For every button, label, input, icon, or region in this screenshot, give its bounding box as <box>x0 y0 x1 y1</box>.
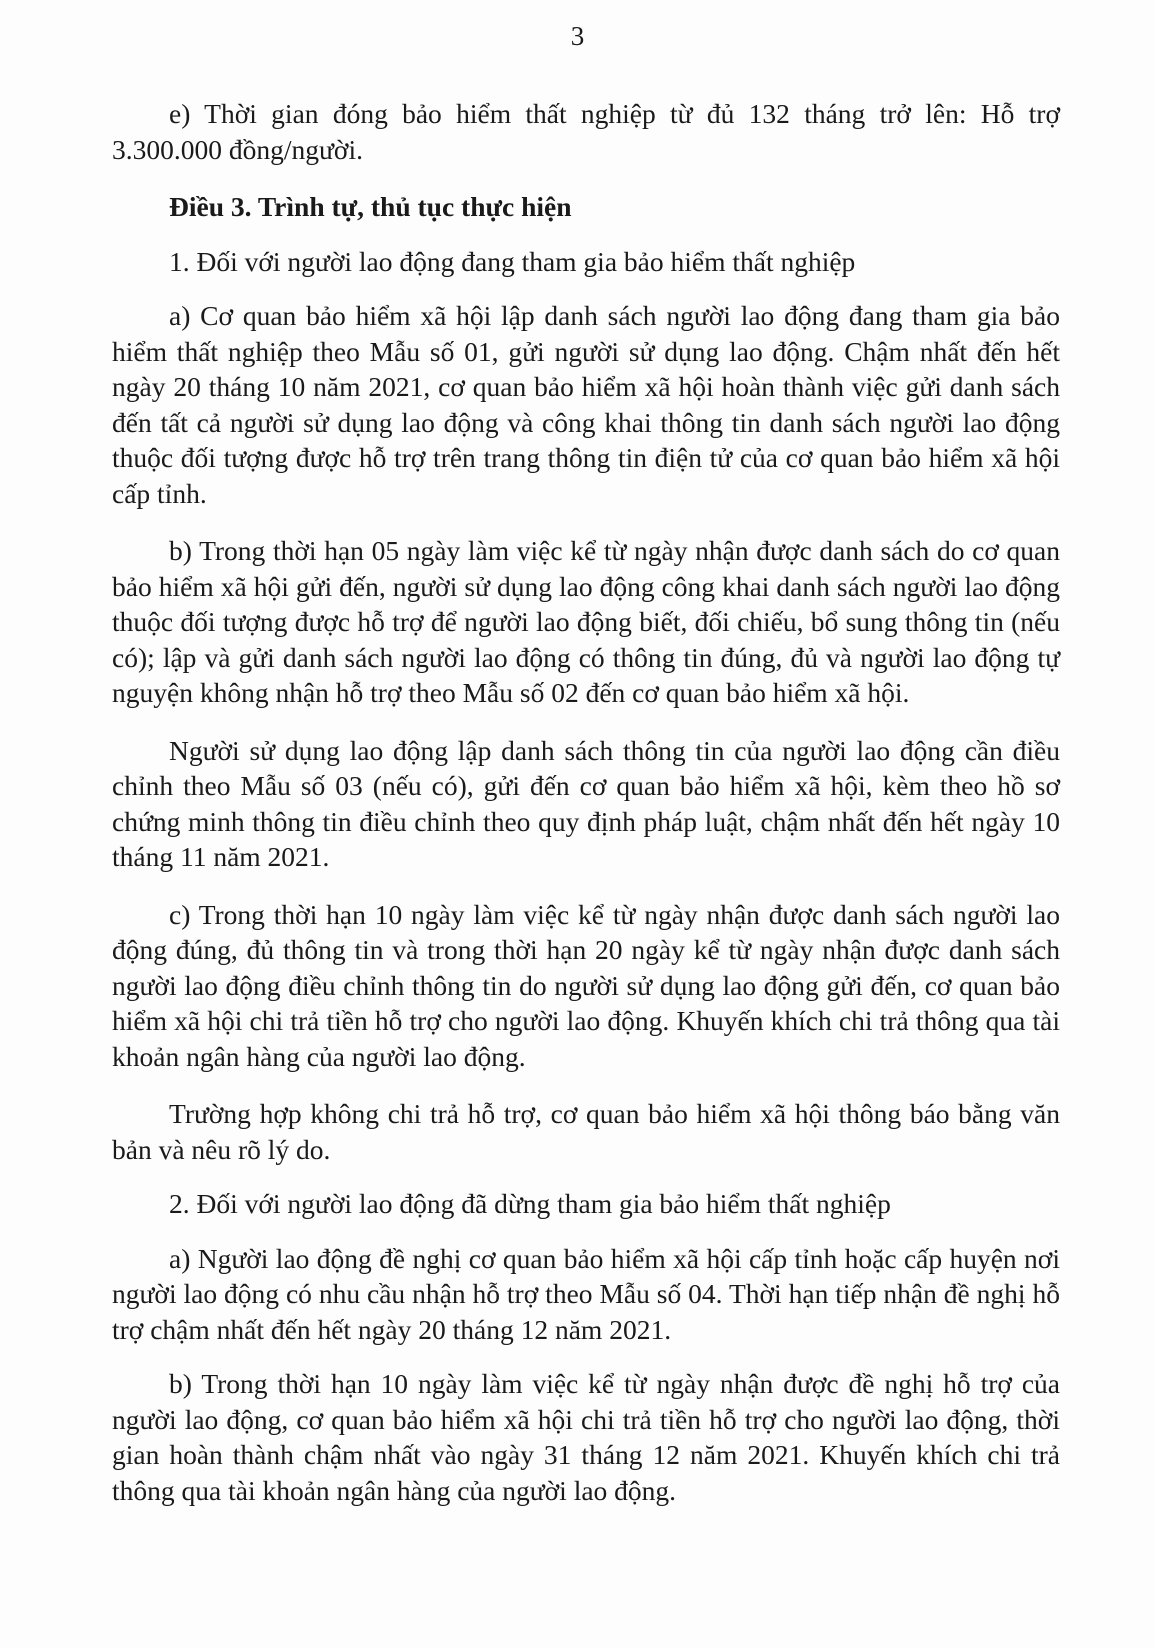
paragraph-1b-adjustment: Người sử dụng lao động lập danh sách thông tin của người lao động cần điều chỉnh theo Mẫu số 03 (nếu có), gửi đến cơ quan bảo hiểm xã hội, kèm theo hồ sơ chứng minh thông tin điều chỉnh theo quy định pháp luật, chậm nhất đến hết ngày 10 tháng 11 năm 2021. <box>112 734 1060 872</box>
paragraph-2a: a) Người lao động đề nghị cơ quan bảo hiểm xã hội cấp tỉnh hoặc cấp huyện nơi người lao động có nhu cầu nhận hỗ trợ theo Mẫu số 04. Thời hạn tiếp nhận đề nghị hỗ trợ chậm nhất đến hết ngày 20 tháng 12 năm 2021. <box>112 1242 1060 1345</box>
article-3-heading: Điều 3. Trình tự, thủ tục thực hiện <box>169 191 572 222</box>
document-body <box>112 96 1060 1508</box>
paragraph-1c: c) Trong thời hạn 10 ngày làm việc kể từ ngày nhận được danh sách người lao động đúng, đủ thông tin và trong thời hạn 20 ngày kể từ ngày nhận được danh sách người lao động điều chỉnh thông tin do người sử dụng lao động gửi đến, cơ quan bảo hiểm xã hội chi trả tiền hỗ trợ cho người lao động. Khuyến khích chi trả thông qua tài khoản ngân hàng của người lao động. <box>112 898 1060 1072</box>
section-1-heading: 1. Đối với người lao động đang tham gia bảo hiểm thất nghiệp <box>169 245 856 277</box>
paragraph-1c-refusal: Trường hợp không chi trả hỗ trợ, cơ quan bảo hiểm xã hội thông báo bằng văn bản và nêu rõ lý do. <box>112 1098 1060 1165</box>
paragraph-1b: b) Trong thời hạn 05 ngày làm việc kể từ ngày nhận được danh sách do cơ quan bảo hiểm xã hội gửi đến, người sử dụng lao động công khai danh sách người lao động thuộc đối tượng được hỗ trợ để người lao động biết, đối chiếu, bổ sung thông tin (nếu có); lập và gửi danh sách người lao động có thông tin đúng, đủ và người lao động tự nguyện không nhận hỗ trợ theo Mẫu số 02 đến cơ quan bảo hiểm xã hội. <box>112 535 1060 708</box>
paragraph-e-132-months: e) Thời gian đóng bảo hiểm thất nghiệp từ đủ 132 tháng trở lên: Hỗ trợ 3.300.000 đồng/người. <box>112 98 1060 165</box>
page-number: 3 <box>570 21 585 51</box>
paragraph-2b: b) Trong thời hạn 10 ngày làm việc kể từ ngày nhận được đề nghị hỗ trợ của người lao động, cơ quan bảo hiểm xã hội chi trả tiền hỗ trợ cho người lao động, thời gian hoàn thành chậm nhất vào ngày 31 tháng 12 năm 2021. Khuyến khích chi trả thông qua tài khoản ngân hàng của người lao động. <box>112 1368 1060 1506</box>
paragraph-1a: a) Cơ quan bảo hiểm xã hội lập danh sách người lao động đang tham gia bảo hiểm thất nghiệp theo Mẫu số 01, gửi người sử dụng lao động. Chậm nhất đến hết ngày 20 tháng 10 năm 2021, cơ quan bảo hiểm xã hội hoàn thành việc gửi danh sách đến tất cả người sử dụng lao động và công khai thông tin danh sách người lao động thuộc đối tượng được hỗ trợ trên trang thông tin điện tử của cơ quan bảo hiểm xã hội cấp tỉnh. <box>112 300 1060 509</box>
section-2-heading: 2. Đối với người lao động đã dừng tham gia bảo hiểm thất nghiệp <box>169 1188 891 1219</box>
